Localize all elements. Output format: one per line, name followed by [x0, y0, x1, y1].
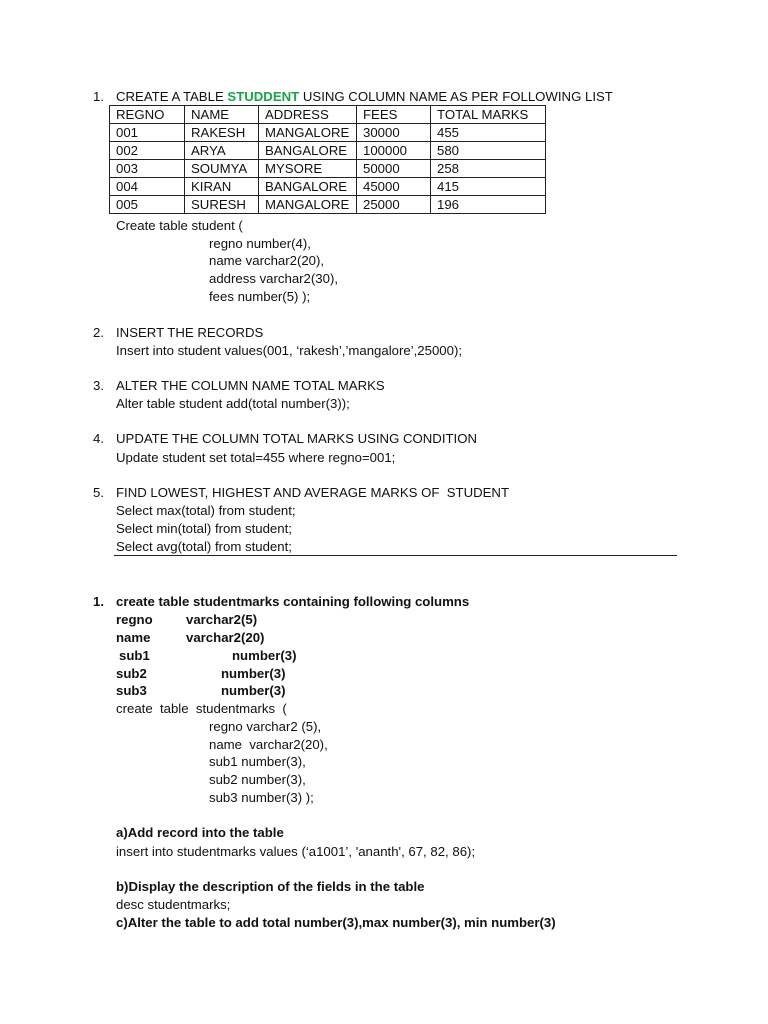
header-cell: TOTAL MARKS: [431, 106, 546, 124]
table-cell: MYSORE: [259, 160, 357, 178]
subtask-a-heading: a)Add record into the table: [116, 825, 284, 840]
code-line: desc studentmarks;: [116, 897, 231, 912]
question-4-heading: UPDATE THE COLUMN TOTAL MARKS USING CONDITION: [116, 431, 477, 446]
table-cell: 580: [431, 142, 546, 160]
table-row: [110, 160, 546, 178]
question-2-heading: INSERT THE RECORDS: [116, 325, 264, 340]
column-type: number(3): [221, 683, 286, 698]
table-cell: 50000: [357, 160, 431, 178]
item-number: 1.: [93, 594, 104, 609]
code-line: Alter table student add(total number(3));: [116, 396, 350, 411]
header-cell: REGNO: [110, 106, 185, 124]
table-cell: 25000: [357, 196, 431, 214]
column-type: number(3): [232, 648, 297, 663]
table-cell: 455: [431, 124, 546, 142]
item-number: 4.: [93, 431, 104, 446]
table-cell: BANGALORE: [259, 142, 357, 160]
question-5-heading: FIND LOWEST, HIGHEST AND AVERAGE MARKS OF STUDENT: [116, 485, 509, 500]
code-line: address varchar2(30),: [209, 271, 339, 286]
code-line: name varchar2(20),: [209, 737, 328, 752]
table-cell: SURESH: [185, 196, 259, 214]
table-cell: 002: [110, 142, 185, 160]
table-cell: KIRAN: [185, 178, 259, 196]
item-number: 1.: [93, 89, 104, 104]
header-cell: FEES: [357, 106, 431, 124]
column-name: regno: [116, 612, 153, 627]
table-cell: BANGALORE: [259, 178, 357, 196]
table-cell: 30000: [357, 124, 431, 142]
code-line: Select min(total) from student;: [116, 521, 292, 536]
table-cell: SOUMYA: [185, 160, 259, 178]
table-cell: 100000: [357, 142, 431, 160]
table-cell: 003: [110, 160, 185, 178]
table-row: [110, 196, 546, 214]
question-3-heading: ALTER THE COLUMN NAME TOTAL MARKS: [116, 378, 385, 393]
table-cell: MANGALORE: [259, 196, 357, 214]
table-cell: RAKESH: [185, 124, 259, 142]
item-number: 3.: [93, 378, 104, 393]
table-cell: MANGALORE: [259, 124, 357, 142]
header-cell: NAME: [185, 106, 259, 124]
code-line: Insert into student values(001, ‘rakesh’,’mangalore’,25000);: [116, 343, 463, 358]
table-name-highlight: STUDDENT: [227, 89, 300, 104]
code-line: fees number(5) );: [209, 289, 311, 304]
column-type: varchar2(5): [186, 612, 258, 627]
column-type: varchar2(20): [186, 630, 265, 645]
table-header-row: [110, 106, 546, 124]
table-cell: ARYA: [185, 142, 259, 160]
code-line: Select max(total) from student;: [116, 503, 296, 518]
code-line: Update student set total=455 where regno=001;: [116, 450, 396, 465]
column-type: number(3): [221, 666, 286, 681]
code-line: insert into studentmarks values (‘a1001’, 'ananth', 67, 82, 86);: [116, 844, 476, 859]
code-line: create table studentmarks (: [116, 701, 287, 716]
section-divider: [114, 555, 677, 556]
table-cell: 415: [431, 178, 546, 196]
column-name: name: [116, 630, 151, 645]
heading-text: USING COLUMN NAME AS PER FOLLOWING LIST: [299, 89, 613, 104]
table-row: [110, 142, 546, 160]
table-row: [110, 124, 546, 142]
header-cell: ADDRESS: [259, 106, 357, 124]
table-cell: 45000: [357, 178, 431, 196]
column-name: sub1: [119, 648, 150, 663]
table-cell: 196: [431, 196, 546, 214]
code-line: sub1 number(3),: [209, 754, 306, 769]
code-line: Select avg(total) from student;: [116, 539, 292, 554]
table-row: [110, 178, 546, 196]
code-line: sub3 number(3) );: [209, 790, 314, 805]
table-cell: 001: [110, 124, 185, 142]
item-number: 5.: [93, 485, 104, 500]
item-number: 2.: [93, 325, 104, 340]
column-name: sub2: [116, 666, 147, 681]
column-name: sub3: [116, 683, 147, 698]
code-line: sub2 number(3),: [209, 772, 306, 787]
code-line: name varchar2(20),: [209, 253, 325, 268]
subtask-b-heading: b)Display the description of the fields in the table: [116, 879, 425, 894]
code-line: regno varchar2 (5),: [209, 719, 322, 734]
heading-text: CREATE A TABLE: [116, 89, 228, 104]
table-cell: 258: [431, 160, 546, 178]
table-cell: 005: [110, 196, 185, 214]
student-table: [109, 105, 546, 214]
question-1-heading: [116, 88, 613, 106]
table-cell: 004: [110, 178, 185, 196]
subtask-c-heading: c)Alter the table to add total number(3),max number(3), min number(3): [116, 915, 556, 930]
code-line: Create table student (: [116, 218, 243, 233]
section-2-heading: create table studentmarks containing following columns: [116, 594, 470, 609]
code-line: regno number(4),: [209, 236, 311, 251]
